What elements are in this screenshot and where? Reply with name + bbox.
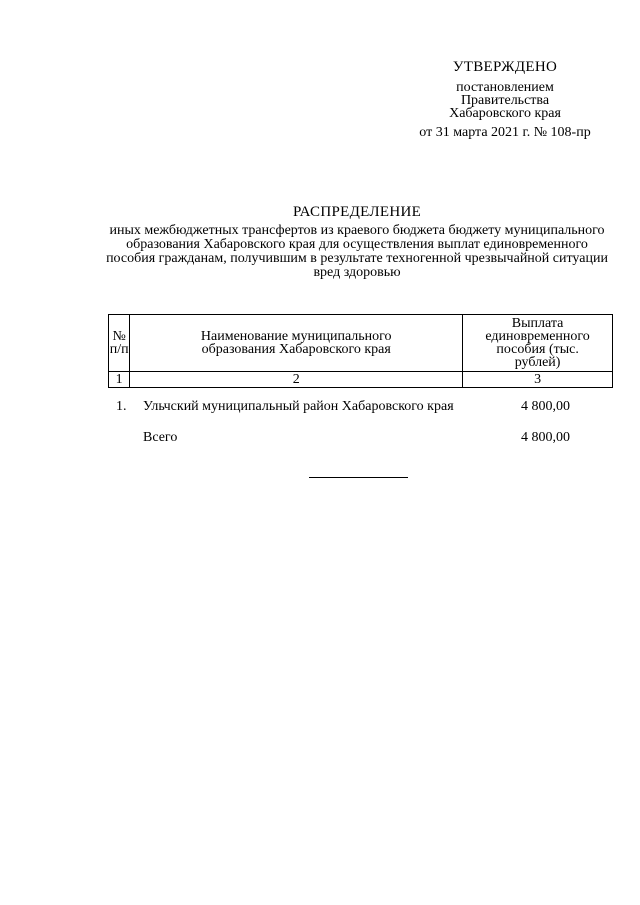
approval-title: УТВЕРЖДЕНО: [452, 59, 558, 75]
row-num: 1.: [116, 399, 127, 414]
total-label: Всего: [143, 430, 178, 445]
row-name: Ульчский муниципальный район Хабаровского края: [143, 399, 454, 414]
end-separator-line: [309, 477, 408, 478]
header-name: Наименование муниципального образования Хабаровского края: [130, 315, 463, 372]
column-number-3: 3: [463, 372, 613, 388]
column-number-2: 2: [130, 372, 463, 388]
document-title: РАСПРЕДЕЛЕНИЕ: [292, 204, 422, 220]
approval-line-date: от 31 марта 2021 г. № 108-пр: [419, 125, 591, 140]
document-subtitle: иных межбюджетных трансфертов из краевого бюджета бюджету муниципального образования Хабаровского края для осуществления выплат единовременного пособия гражданам, получившим в результате техногенной чрезвычайной ситуации вред здоровью: [106, 223, 608, 280]
approval-line-region: Хабаровского края: [449, 106, 561, 121]
header-payment: Выплата единовременного пособия (тыс. рублей): [463, 315, 613, 372]
approval-line-resolution: постановлением: [456, 80, 554, 95]
column-number-1: 1: [109, 372, 130, 388]
approval-line-government: Правительства: [460, 93, 550, 108]
distribution-table-header: [108, 314, 613, 388]
total-payment: 4 800,00: [521, 430, 570, 445]
header-num: № п/п: [109, 315, 130, 372]
row-payment: 4 800,00: [521, 399, 570, 414]
